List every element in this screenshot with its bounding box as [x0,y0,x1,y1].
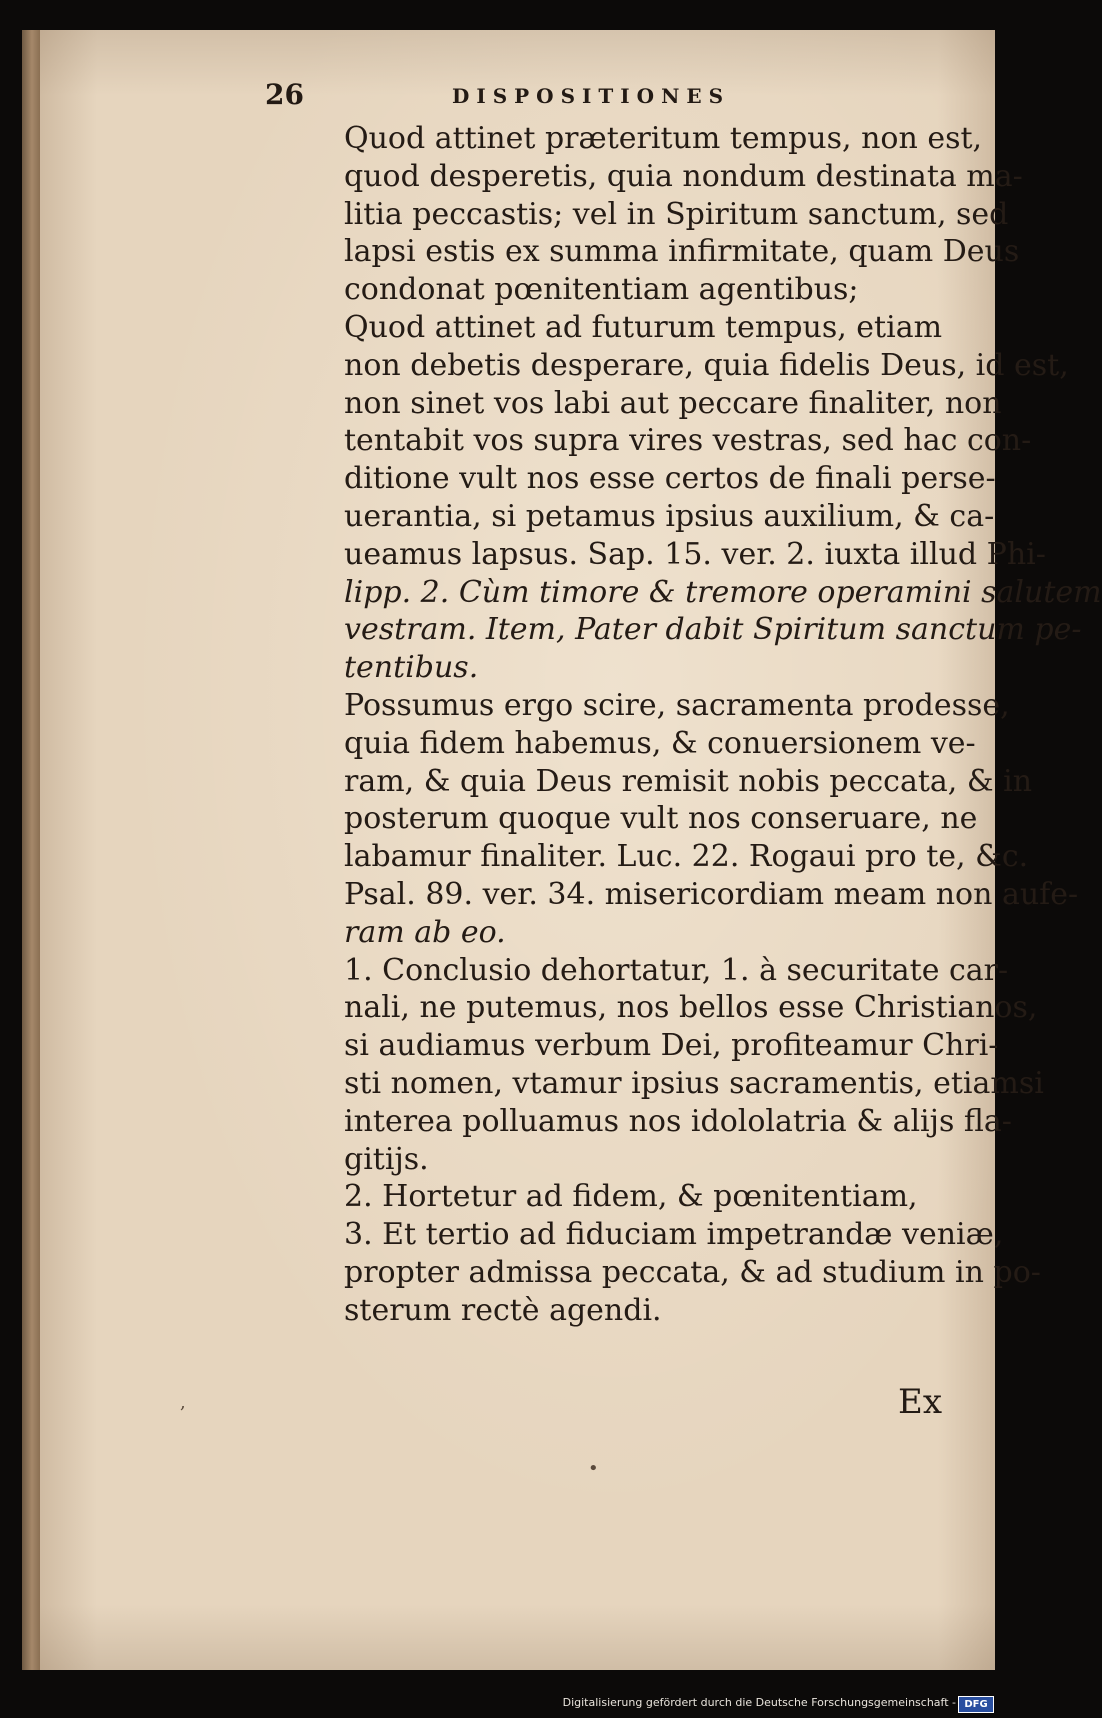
running-head [265,56,965,111]
text-line: tentibus. [344,650,479,686]
catchword: Ex [898,1382,942,1422]
text-line: Psal. 89. ver. 34. misericordiam meam non aufe- [344,876,1079,912]
paragraph-1 [302,120,1023,309]
book-edge [22,30,40,1670]
text-line: ditione vult nos esse certos de finali perse- [344,461,996,497]
text-line: Quod attinet præteritum tempus, non est, [344,121,983,156]
text-line: si audiamus verbum Dei, profiteamur Chri- [344,1028,999,1064]
paragraph-3 [302,687,1079,952]
paragraph-4 [302,952,1044,1179]
text-line: gitijs. [344,1141,429,1177]
text-line: condonat pœnitentiam agentibus; [344,272,859,308]
text-line: quod desperetis, quia nondum destinata ma- [344,158,1023,194]
dfg-logo: DFG [958,1696,994,1713]
text-line: Quod attinet ad futurum tempus, etiam [344,309,943,345]
text-line: interea polluamus nos idololatria & alijs fla- [344,1103,1012,1139]
text-line: ram ab eo. [344,914,506,950]
running-title: DISPOSITIONES [452,84,731,108]
paragraph-5 [302,1178,962,1216]
text-line: ueamus lapsus. Sap. 15. ver. 2. iuxta illud Phi- [344,536,1046,572]
text-line: sterum rectè agendi. [344,1292,662,1328]
text-line: uerantia, si petamus ipsius auxilium, & ca- [344,498,995,534]
digitization-credit: Digitalisierung gefördert durch die Deutsche Forschungsgemeinschaft - [562,1696,956,1709]
text-line: non sinet vos labi aut peccare finaliter, non [344,385,1002,421]
text-line: 1. Conclusio dehortatur, 1. à securitate car- [344,952,1009,988]
text-line: lipp. 2. Cùm timore & tremore operamini salutem [344,574,1102,610]
paragraph-6 [302,1216,1041,1329]
text-line: 3. Et tertio ad fiduciam impetrandæ veniæ, [344,1217,1004,1253]
text-line: litia peccastis; vel in Spiritum sanctum, sed [344,196,1009,232]
text-line: sti nomen, vtamur ipsius sacramentis, etiamsi [344,1065,1044,1101]
text-line: 2. Hortetur ad fidem, & pœnitentiam, [344,1179,918,1215]
text-line: quia fidem habemus, & conuersionem ve- [344,725,976,761]
text-line: Possumus ergo scire, sacramenta prodesse, [344,687,1010,723]
paper-speck: , [180,1392,186,1413]
footer-bar [0,1694,1000,1718]
text-line: nali, ne putemus, nos bellos esse Christianos, [344,990,1038,1026]
page-number: 26 [265,78,304,111]
paragraph-2 [302,309,1102,687]
text-line: labamur finaliter. Luc. 22. Rogaui pro te, &c. [344,839,1029,875]
text-line: ram, & quia Deus remisit nobis peccata, & in [344,763,1033,799]
text-line: posterum quoque vult nos conseruare, ne [344,801,978,837]
text-line: tentabit vos supra vires vestras, sed hac con- [344,423,1032,459]
text-line: non debetis desperare, quia fidelis Deus, id est, [344,347,1069,383]
main-text [302,120,1102,1330]
paper-speck: • [588,1458,599,1479]
text-line: propter admissa peccata, & ad studium in po- [344,1254,1041,1290]
text-line: lapsi estis ex summa infirmitate, quam Deus [344,234,1020,270]
text-line: vestram. Item, Pater dabit Spiritum sanctum pe- [344,612,1082,648]
